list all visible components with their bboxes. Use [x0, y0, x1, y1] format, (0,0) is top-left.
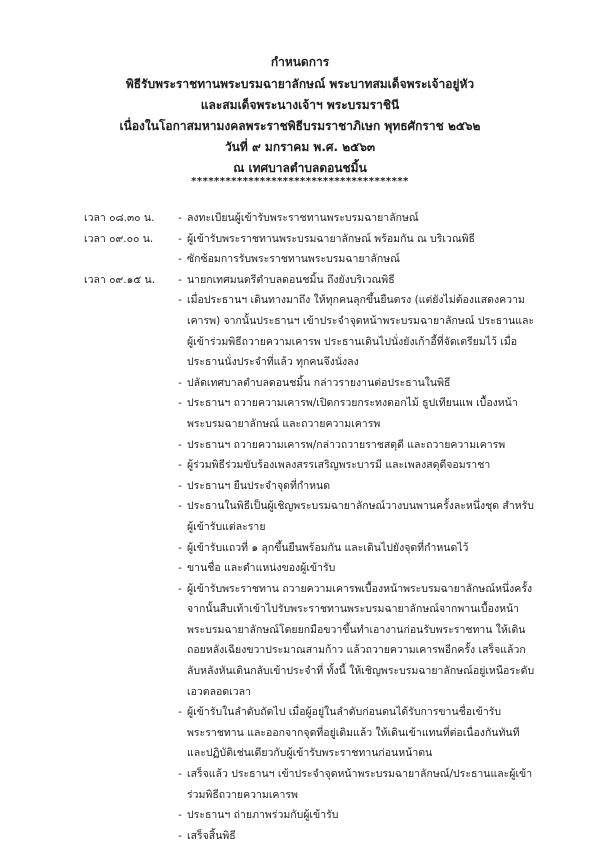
schedule-item-text: เสร็จสิ้นพิธี	[187, 829, 236, 842]
schedule-list	[0, 208, 600, 846]
schedule-item-text: ประธานฯ ถวายความเคารพ/เปิดกรวยกระทงดอกไม้ ธูปเทียนแพ เบื้องหน้าพระบรมฉายาลักษณ์ และถวายความเคารพ	[187, 397, 518, 430]
schedule-group	[0, 270, 600, 847]
schedule-item-text: ปลัดเทศบาลตำบลดอนชมิ้น กล่าวรายงานต่อประธานในพิธี	[187, 376, 451, 389]
schedule-item-text: นายกเทศมนตรีตำบลดอนชมิ้น ถึงยังบริเวณพิธี	[187, 273, 395, 286]
schedule-item-text: ผู้เข้ารับพระราชทานพระบรมฉายาลักษณ์ พร้อมกัน ณ บริเวณพิธี	[187, 232, 475, 245]
schedule-item	[178, 229, 538, 250]
schedule-item	[178, 393, 538, 434]
schedule-item-text: ประธานในพิธีเป็นผู้เชิญพระบรมฉายาลักษณ์วางบนพานครั้งละหนึ่งชุด สำหรับผู้เข้ารับแต่ละราย	[187, 500, 534, 533]
header-venue: ณ เทศบาลตำบลดอนชมิ้น	[233, 161, 367, 175]
schedule-item	[178, 579, 538, 703]
header-date: วันที่ ๙ มกราคม พ.ศ. ๒๕๖๓	[224, 140, 376, 154]
schedule-item-text: เมื่อประธานฯ เดินทางมาถึง ให้ทุกคนลุกขึ้นยืนตรง (แต่ยังไม่ต้องแสดงความเคารพ) จากนั้นประธานฯ เข้าประจำจุดหน้าพระบรมฉายาลักษณ์ ประธานและผู้เข้าร่วมพิธีถวายความเคารพ ประธานเดินไปนั่งยังเก้าอี้ที่จัดเตรียมไว้ เมื่อประธานนั่งประจำที่แล้ว ทุกคนจึงนั่งลง	[187, 294, 535, 369]
bullet-dash: -	[178, 273, 182, 286]
bullet-dash: -	[178, 768, 182, 781]
bullet-dash: -	[178, 232, 182, 245]
schedule-item	[178, 249, 538, 270]
document-header	[0, 52, 600, 187]
schedule-item	[178, 558, 538, 579]
bullet-dash: -	[178, 212, 182, 224]
schedule-item	[178, 805, 538, 826]
schedule-item-text: ผู้เข้ารับพระราชทาน ถวายความเคารพเบื้องหน้าพระบรมฉายาลักษณ์หนึ่งครั้ง จากนั้นสืบเท้าเข้าไปรับพระราชทานพระบรมฉายาลักษณ์จากพานเบื้องหน้าพระบรมฉายาลักษณ์โดยยกมือขวาขึ้นทำเอางานก่อนรับพระราชทาน ให้เดินถอยหลังเฉียงขวาประมาณสามก้าว แล้วถวายความเคารพอีกครั้ง เสร็จแล้วกลับหลังหันเดินกลับเข้าประจำที่ ทั้งนี้ ให้เชิญพระบรมฉายาลักษณ์อยู่เหนือระดับเอวตลอดเวลา	[187, 582, 535, 698]
schedule-item	[178, 290, 538, 372]
schedule-item-text: ผู้ร่วมพิธีร่วมขับร้องเพลงสรรเสริญพระบารมี และเพลงสดุดีจอมราชา	[187, 459, 491, 472]
schedule-item	[178, 435, 538, 456]
header-divider-stars: **************************************	[191, 176, 409, 187]
schedule-item-text: ลงทะเบียนผู้เข้ารับพระราชทานพระบรมฉายาลักษณ์	[187, 212, 419, 224]
bullet-dash: -	[178, 829, 182, 842]
bullet-dash: -	[178, 479, 182, 492]
schedule-time: เวลา ๐๘.๓๐ น.	[84, 212, 155, 224]
schedule-item-text: ผู้เข้ารับในลำดับถัดไป เมื่อผู้อยู่ในลำดับก่อนตนได้รับการขานชื่อเข้ารับพระราชทาน และออกจากจุดที่อยู่เดิมแล้ว ให้เดินเข้าแทนที่ต่อเนื่องกันทันที และปฏิบัติเช่นเดียวกับผู้เข้ารับพระราชทานก่อนหน้าตน	[187, 706, 520, 760]
schedule-item	[178, 476, 538, 497]
bullet-dash: -	[178, 459, 182, 472]
bullet-dash: -	[178, 809, 182, 822]
schedule-item	[178, 764, 538, 805]
schedule-item	[178, 455, 538, 476]
schedule-item-text: ขานชื่อ และตำแหน่งของผู้เข้ารับ	[187, 562, 336, 575]
bullet-dash: -	[178, 500, 182, 513]
bullet-dash: -	[178, 438, 182, 451]
header-queen-line: และสมเด็จพระนางเจ้าฯ พระบรมราชินี	[200, 98, 400, 112]
schedule-group	[0, 208, 600, 229]
schedule-item	[178, 373, 538, 394]
schedule-group	[0, 229, 600, 270]
schedule-item	[178, 702, 538, 764]
bullet-dash: -	[178, 582, 182, 595]
schedule-time: เวลา ๐๙.๑๕ น.	[84, 273, 156, 286]
schedule-item-text: ซักซ้อมการรับพระราชทานพระบรมฉายาลักษณ์	[187, 253, 400, 266]
schedule-item-text: ประธานฯ ยืนประจำจุดที่กำหนด	[187, 479, 331, 492]
schedule-item	[178, 208, 538, 229]
schedule-item-text: ผู้เข้ารับแถวที่ ๑ ลุกขึ้นยืนพร้อมกัน และเดินไปยังจุดที่กำหนดไว้	[187, 541, 469, 554]
schedule-item	[178, 270, 538, 291]
bullet-dash: -	[178, 562, 182, 575]
schedule-item-text: ประธานฯ ถวายความเคารพ/กล่าวถวายราชสดุดี และถวายความเคารพ	[187, 438, 506, 451]
header-occasion: เนื่องในโอกาสมหามงคลพระราชพิธีบรมราชาภิเษก พุทธศักราช ๒๕๖๒	[119, 119, 481, 133]
bullet-dash: -	[178, 294, 182, 307]
schedule-items	[178, 208, 538, 229]
header-title: กำหนดการ	[270, 55, 330, 69]
bullet-dash: -	[178, 397, 182, 410]
schedule-items	[178, 229, 538, 270]
schedule-time: เวลา ๐๙.๐๐ น.	[84, 232, 154, 245]
schedule-item	[178, 826, 538, 847]
schedule-item-text: เสร็จแล้ว ประธานฯ เข้าประจำจุดหน้าพระบรมฉายาลักษณ์/ประธานและผู้เข้าร่วมพิธีถวายความเคารพ	[187, 768, 533, 801]
bullet-dash: -	[178, 541, 182, 554]
header-ceremony-name: พิธีรับพระราชทานพระบรมฉายาลักษณ์ พระบาทสมเด็จพระเจ้าอยู่หัว	[125, 77, 475, 91]
bullet-dash: -	[178, 706, 182, 719]
schedule-item	[178, 496, 538, 537]
schedule-item-text: ประธานฯ ถ่ายภาพร่วมกับผู้เข้ารับ	[187, 809, 339, 822]
schedule-item	[178, 538, 538, 559]
schedule-items	[178, 270, 538, 847]
bullet-dash: -	[178, 376, 182, 389]
bullet-dash: -	[178, 253, 182, 266]
